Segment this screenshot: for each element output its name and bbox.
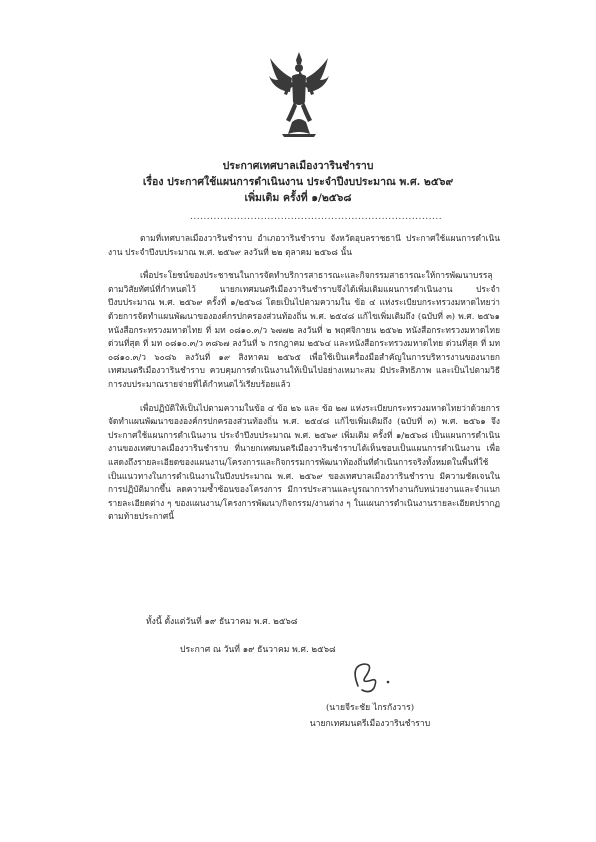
paragraph-1: ตามที่เทศบาลเมืองวารินชำราบ อำเภอวารินชำราบ จังหวัดอุบลราชธานี ประกาศใช้แผนการดำเนินงาน ประจำปีงบประมาณ พ.ศ. ๒๕๖๙ ลงวันที่ ๒๒ ตุลาคม ๒๕๖๘ นั้น — [108, 233, 500, 257]
subject-line: เรื่อง ประกาศใช้แผนการดำเนินงาน ประจำปีงบประมาณ พ.ศ. ๒๕๖๙ — [142, 176, 454, 188]
handwritten-signature — [344, 656, 404, 696]
garuda-emblem-icon — [268, 50, 330, 138]
effective-date: ทั้งนี้ ตั้งแต่วันที่ ๑๙ ธันวาคม พ.ศ. ๒๕๖๘ — [146, 617, 298, 627]
signer-title: นายกเทศมนตรีเมืองวารินชำราบ — [309, 719, 431, 729]
document-body — [108, 232, 500, 534]
signer-name: (นายจีระชัย ไกรกังวาร) — [325, 703, 415, 713]
announced-date: ประกาศ ณ วันที่ ๑๙ ธันวาคม พ.ศ. ๒๕๖๘ — [180, 645, 336, 655]
document-heading — [0, 158, 596, 206]
paragraph-3: เพื่อปฏิบัติให้เป็นไปตามความในข้อ ๔ ข้อ ๒๖ และ ข้อ ๒๗ แห่งระเบียบกระทรวงมหาดไทยว่าด้วยการจัดทำแผนพัฒนาขององค์กรปกครองส่วนท้องถิ่น พ.ศ. ๒๕๔๘ แก้ไขเพิ่มเติมถึง (ฉบับที่ ๓) พ.ศ. ๒๕๖๑ จึงประกาศใช้แผนการดำเนินงาน ประจำปีงบประมาณ พ.ศ. ๒๕๖๙ เพิ่มเติม ครั้งที่ ๑/๒๕๖๘ เป็นแผนการดำเนินงานของเทศบาลเมืองวารินชำราบ ที่นายกเทศมนตรีเมืองวารินชำราบได้เห็นชอบเป็นแผนการดำเนินงาน เพื่อแสดงถึงรายละเอียดของแผนงาน/โครงการและกิจกรรมการพัฒนาท้องถิ่นที่ดำเนินการจริงทั้งหมดในพื้นที่ใช้เป็นแนวทางในการดำเนินงานในปีงบประมาณ พ.ศ. ๒๕๖๙ ของเทศบาลเมืองวารินชำราบ มีความชัดเจนในการปฏิบัติมากขึ้น ลดความซ้ำซ้อนของโครงการ มีการประสานและบูรณาการทำงานกับหน่วยงานและจำแนกรายละเอียดต่าง ๆ ของแผนงาน/โครงการพัฒนา/กิจกรรม/งานต่าง ๆ ในแผนการดำเนินงานรายละเอียดปรากฏตามท้ายประกาศนี้ — [108, 402, 500, 522]
signer-block — [290, 700, 450, 732]
amendment-line: เพิ่มเติม ครั้งที่ ๑/๒๕๖๘ — [244, 192, 352, 204]
dotted-separator: ........................................................................... — [190, 212, 443, 222]
issuer-line: ประกาศเทศบาลเมืองวารินชำราบ — [222, 160, 374, 172]
paragraph-2: เพื่อประโยชน์ของประชาชนในการจัดทำบริการสาธารณะและกิจกรรมสาธารณะให้การพัฒนาบรรลุตามวิสัยทัศน์ที่กำหนดไว้ นายกเทศมนตรีเมืองวารินชำราบจึงได้เพิ่มเติมแผนการดำเนินงาน ประจำปีงบประมาณ พ.ศ. ๒๕๖๙ ครั้งที่ ๑/๒๕๖๘ โดยเป็นไปตามความใน ข้อ ๔ แห่งระเบียบกระทรวงมหาดไทยว่าด้วยการจัดทำแผนพัฒนาขององค์กรปกครองส่วนท้องถิ่น พ.ศ. ๒๕๔๘ แก้ไขเพิ่มเติมถึง (ฉบับที่ ๓) พ.ศ. ๒๕๖๑ หนังสือกระทรวงมหาดไทย ที่ มท ๐๘๑๐.๓/ว ๖๗๗๒ ลงวันที่ ๒ พฤศจิกายน ๒๕๖๒ หนังสือกระทรวงมหาดไทย ด่วนที่สุด ที่ มท ๐๘๑๐.๓/ว ๓๘๖๗ ลงวันที่ ๖ กรกฎาคม ๒๕๖๔ และหนังสือกระทรวงมหาดไทย ด่วนที่สุด ที่ มท ๐๘๑๐.๓/ว ๖๐๘๖ ลงวันที่ ๑๙ สิงหาคม ๒๕๖๕ เพื่อใช้เป็นเครื่องมือสำคัญในการบริหารงานของนายกเทศมนตรีเมืองวารินชำราบ ควบคุมการดำเนินงานให้เป็นไปอย่างเหมาะสม มีประสิทธิภาพ และเป็นไปตามวิธีการงบประมาณรายจ่ายที่ได้กำหนดไว้เรียบร้อยแล้ว — [108, 270, 500, 389]
